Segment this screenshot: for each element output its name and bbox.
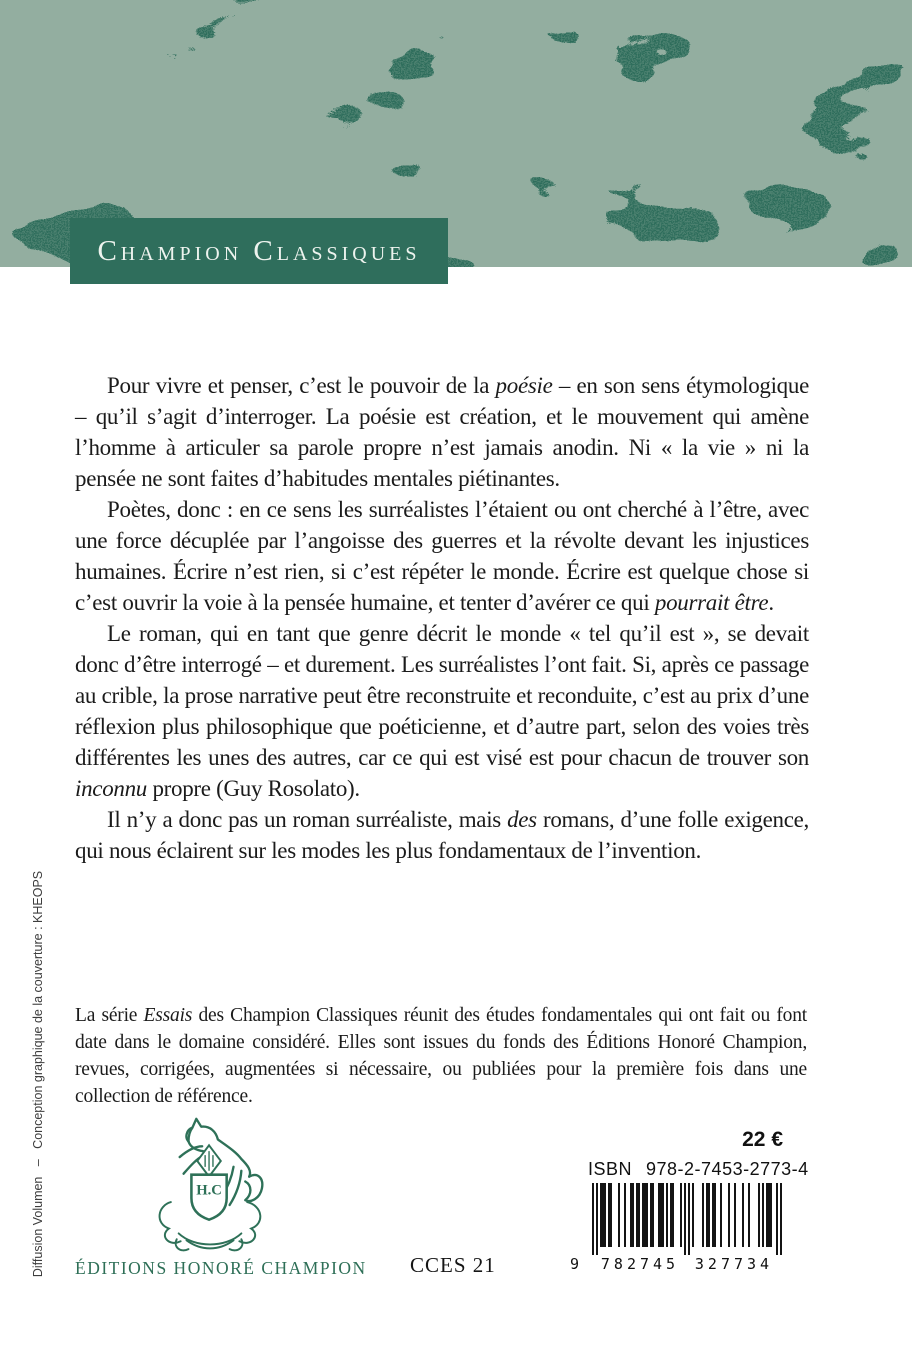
isbn-label: ISBN — [588, 1159, 633, 1179]
isbn — [588, 1159, 809, 1180]
blurb-paragraph: Le roman, qui en tant que genre décrit le monde « tel qu’il est », se devait donc d’être interrogé – et durement. Les surréalistes l’ont fait. Si, après ce passage au crible, la prose narrative peut être reconstruite et reconduite, c’est au prix d’une réflexion plus philosophique que poéticienne, et d’autre part, selon des voies très différentes les unes des autres, car ce qui est visé est pour chacun de trouver son inconnu propre (Guy Rosolato). — [75, 621, 809, 801]
crest-shield — [191, 1145, 226, 1219]
logo-monogram: H.C — [196, 1182, 222, 1199]
blurb — [75, 370, 809, 866]
blurb-paragraph: Il n’y a donc pas un roman surréaliste, mais des romans, d’une folle exigence, qui nous éclairent sur les modes les plus fondamentaux de l’invention. — [75, 807, 809, 863]
series-note: La série Essais des Champion Classiques réunit des études fondamentales qui ont fait ou font date dans le domaine considéré. Elles sont issues du fonds des Éditions Honoré Champion, revues, corrigées, augmentées si nécessaire, ou publiées pour la première fois dans une collection de référence. — [75, 1005, 807, 1107]
price-text: 22 € — [742, 1128, 783, 1151]
barcode — [568, 1183, 786, 1279]
svg-text:327734: 327734 — [694, 1255, 774, 1273]
blurb-paragraph: Pour vivre et penser, c’est le pouvoir de la poésie – en son sens étymologique – qu’il s’agit d’interroger. La poésie est création, et le mouvement qui amène l’homme à articuler sa parole propre n’est jamais anodin. Ni « la vie » ni la pensée ne sont faites d’habitudes mentales piétinantes. — [75, 373, 809, 491]
price — [683, 1128, 783, 1152]
spine-credits: Diffusion Volumen – Conception graphique de la couverture : KHEOPS — [31, 870, 45, 1278]
isbn-number: 978-2-7453-2773-4 — [646, 1159, 809, 1179]
collection-code: CCES 21 — [410, 1253, 496, 1277]
blurb-paragraph: Poètes, donc : en ce sens les surréalistes l’étaient ou ont cherché à l’être, avec une force décuplée par l’angoisse des guerres et la révolte devant les injustices humaines. Écrire n’est rien, si c’est répéter le monde. Écrire est quelque chose si c’est ouvrir la voie à la pensée humaine, et tenter d’avérer ce qui pourrait être. — [75, 497, 809, 615]
svg-text:9: 9 — [570, 1255, 584, 1273]
series-banner — [70, 218, 448, 284]
series-banner-title: Champion Classiques — [97, 234, 421, 267]
svg-text:782745: 782745 — [600, 1255, 680, 1273]
publisher-name: ÉDITIONS HONORÉ CHAMPION — [75, 1258, 367, 1278]
publisher-logo — [146, 1112, 276, 1254]
